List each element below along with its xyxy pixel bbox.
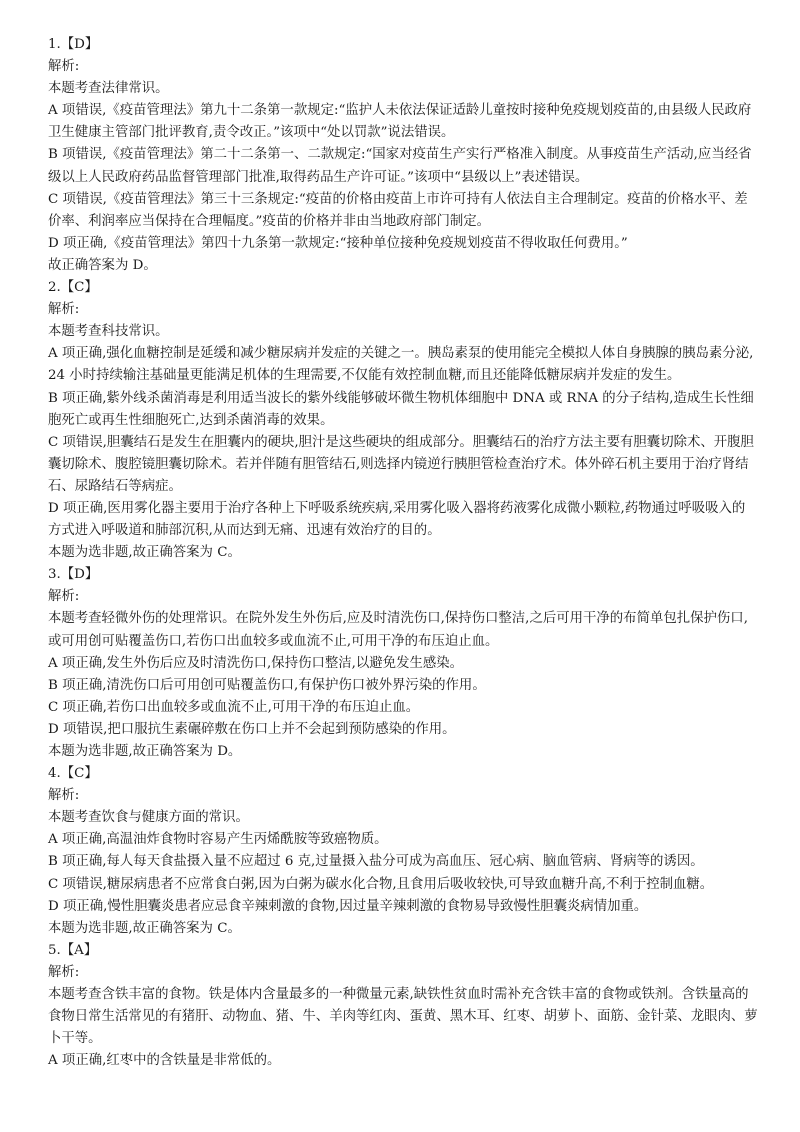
explanation-line: C 项错误,胆囊结石是发生在胆囊内的硬块,胆汁是这些硬块的组成部分。胆囊结石的治疗方法主要有胆囊切除术、开腹胆囊切除术、腹腔镜胆囊切除术。若并伴随有胆管结石,则选择内镜逆行胰胆管检查治疗术。体外碎石机主要用于治疗肾结石、尿路结石等病症。 [48,434,754,494]
explanation-line: A 项正确,强化血糖控制是延缓和减少糖尿病并发症的关键之一。胰岛素泵的使用能完全模拟人体自身胰腺的胰岛素分泌,24 小时持续输注基础量更能满足机体的生理需要,不仅能有效控制血糖,而且还能降低糖尿病并发症的发生。 [48,346,754,384]
explanation-line: D 项正确,慢性胆囊炎患者应忌食辛辣刺激的食物,因过量辛辣刺激的食物易导致慢性胆囊炎病情加重。 [48,898,648,914]
explanation-line: D 项正确,《疫苗管理法》第四十九条第一款规定:“接种单位接种免疫规划疫苗不得收取任何费用。” [48,235,628,251]
explanation-line: D 项正确,医用雾化器主要用于治疗各种上下呼吸系统疾病,采用雾化吸入器将药液雾化成微小颗粒,药物通过呼吸吸入的方式进入呼吸道和肺部沉积,从而达到无痛、迅速有效治疗的目的。 [48,500,746,539]
explanation-line: D 项错误,把口服抗生素碾碎敷在伤口上并不会起到预防感染的作用。 [48,721,456,737]
question-block-3 [48,564,758,763]
explanation-line: 本题考查饮食与健康方面的常识。 [48,810,249,826]
answer-line: 本题为选非题,故正确答案为 C。 [48,920,241,936]
explanation-line: B 项正确,紫外线杀菌消毒是利用适当波长的紫外线能够破坏微生物机体细胞中 DNA 或 RNA 的分子结构,造成生长性细胞死亡或再生性细胞死亡,达到杀菌消毒的效果。 [48,390,754,428]
explanation-line: B 项错误,《疫苗管理法》第二十二条第一、二款规定:“国家对疫苗生产实行严格准入制度。从事疫苗生产活动,应当经省级以上人民政府药品监督管理部门批准,取得药品生产许可证。”该项中“县级以上”表述错误。 [48,147,752,185]
explanation-line: 本题考查法律常识。 [48,81,169,97]
explanation-line: 本题考查科技常识。 [48,324,169,340]
analysis-label: 解析: [48,59,80,75]
question-block-4 [48,763,758,940]
explanation-line: C 项错误,糖尿病患者不应常食白粥,因为白粥为碳水化合物,且食用后吸收较快,可导致血糖升高,不利于控制血糖。 [48,876,714,892]
explanation-line: C 项错误,《疫苗管理法》第三十三条规定:“疫苗的价格由疫苗上市许可持有人依法自主合理制定。疫苗的价格水平、差价率、利润率应当保持在合理幅度。”疫苗的价格并非由当地政府部门制定。 [48,191,748,229]
analysis-label: 解析: [48,788,80,804]
explanation-line: C 项正确,若伤口出血较多或血流不止,可用干净的布压迫止血。 [48,699,420,715]
analysis-label: 解析: [48,964,80,980]
explanation-line: A 项正确,发生外伤后应及时清洗伤口,保持伤口整洁,以避免发生感染。 [48,655,464,671]
answer-line: 本题为选非题,故正确答案为 C。 [48,545,241,561]
question-number: 2.【C】 [48,280,98,296]
answer-line: 故正确答案为 D。 [48,257,157,273]
question-block-1 [48,34,758,277]
question-number: 1.【D】 [48,37,99,52]
explanation-line: 本题考查含铁丰富的食物。铁是体内含量最多的一种微量元素,缺铁性贫血时需补充含铁丰富的食物或铁剂。含铁量高的食物日常生活常见的有猪肝、动物血、猪、牛、羊肉等红肉、蛋黄、黑木耳、红枣、胡萝卜、面筋、金针菜、龙眼肉、萝卜干等。 [48,987,758,1047]
analysis-label: 解析: [48,589,80,605]
analysis-label: 解析: [48,302,80,318]
explanation-line: B 项正确,每人每天食盐摄入量不应超过 6 克,过量摄入盐分可成为高血压、冠心病、脑血管病、肾病等的诱因。 [48,854,704,870]
explanation-line: A 项正确,高温油炸食物时容易产生丙烯酰胺等致癌物质。 [48,832,388,848]
explanation-line: A 项正确,红枣中的含铁量是非常低的。 [48,1053,281,1069]
explanation-line: 本题考查轻微外伤的处理常识。在院外发生外伤后,应及时清洗伤口,保持伤口整洁,之后可用干净的布简单包扎保护伤口,或可用创可贴覆盖伤口,若伤口出血较多或血流不止,可用干净的布压迫止血。 [48,611,748,649]
question-block-2 [48,277,758,564]
answer-explanations-page [48,34,758,1072]
question-block-5 [48,940,758,1073]
explanation-line: B 项正确,清洗伤口后可用创可贴覆盖伤口,有保护伤口被外界污染的作用。 [48,677,486,693]
explanation-line: A 项错误,《疫苗管理法》第九十二条第一款规定:“监护人未依法保证适龄儿童按时接种免疫规划疫苗的,由县级人民政府卫生健康主管部门批评教育,责令改正。”该项中“处以罚款”说法错误。 [48,103,752,141]
question-number: 4.【C】 [48,766,98,782]
answer-line: 本题为选非题,故正确答案为 D。 [48,744,242,759]
question-number: 5.【A】 [48,942,98,958]
question-number: 3.【D】 [48,567,99,583]
